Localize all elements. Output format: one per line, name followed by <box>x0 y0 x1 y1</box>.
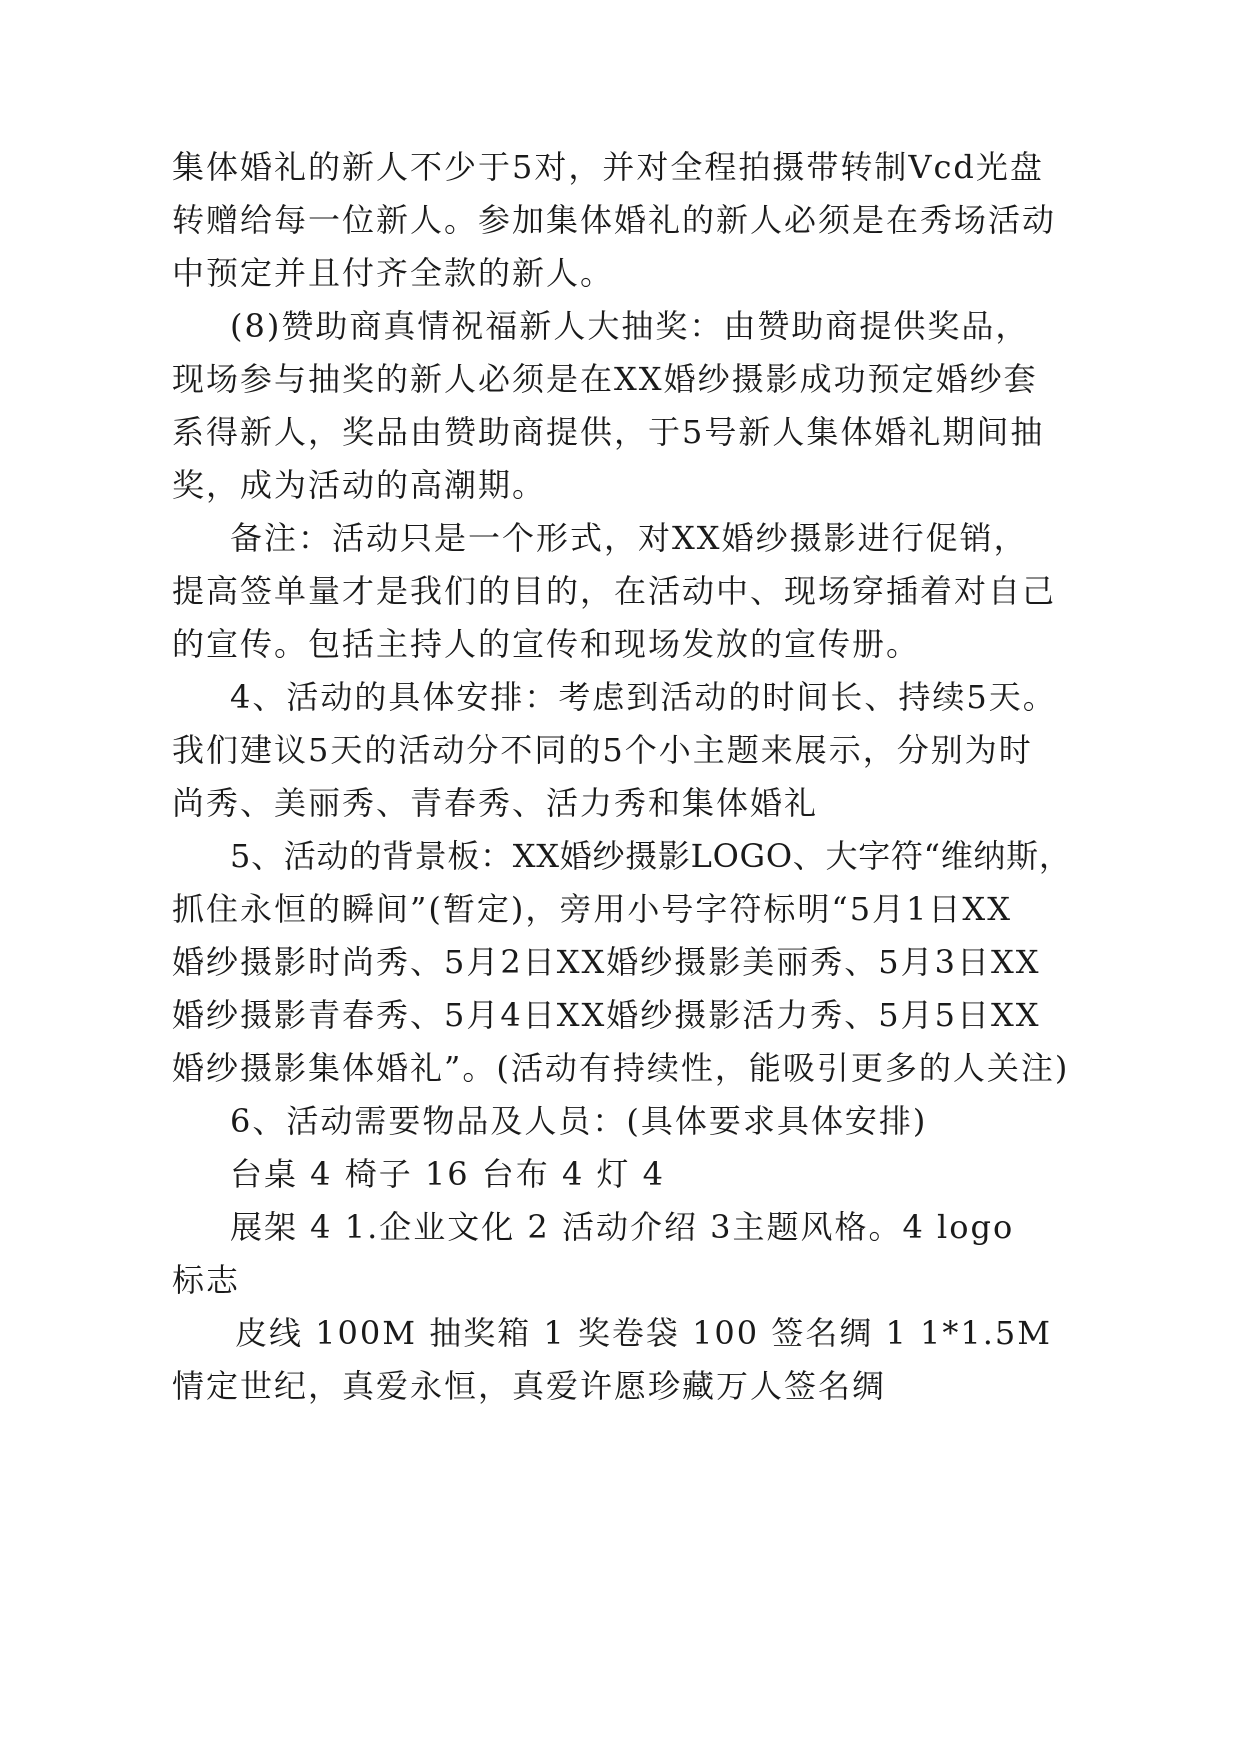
text-line: 5、活动的背景板：XX婚纱摄影LOGO、大字符“维纳斯， <box>230 837 1072 875</box>
text-line: 奖，成为活动的高潮期。 <box>172 466 547 504</box>
text-line: 的宣传。包括主持人的宣传和现场发放的宣传册。 <box>172 625 921 663</box>
text-line: 系得新人，奖品由赞助商提供，于5号新人集体婚礼期间抽 <box>172 413 1045 451</box>
text-line: 备注：活动只是一个形式，对XX婚纱摄影进行促销， <box>230 519 1028 557</box>
text-line: 集体婚礼的新人不少于5对，并对全程拍摄带转制Vcd光盘 <box>172 148 1044 186</box>
text-line: 情定世纪，真爱永恒，真爱许愿珍藏万人签名绸 <box>172 1367 887 1405</box>
text-line: 现场参与抽奖的新人必须是在XX婚纱摄影成功预定婚纱套 <box>172 360 1038 398</box>
text-line: 转赠给每一位新人。参加集体婚礼的新人必须是在秀场活动 <box>172 201 1057 239</box>
text-line: 皮线 100M 抽奖箱 1 奖卷袋 100 签名绸 1 1*1.5M <box>235 1314 1053 1352</box>
text-line: 婚纱摄影青春秀、5月4日XX婚纱摄影活力秀、5月5日XX <box>172 996 1041 1034</box>
text-line: 抓住永恒的瞬间”(暂定)，旁用小号字符标明“5月1日XX <box>172 890 1012 928</box>
text-line: 4、活动的具体安排：考虑到活动的时间长、持续5天。 <box>230 678 1057 716</box>
text-line: 我们建议5天的活动分不同的5个小主题来展示，分别为时 <box>172 731 1033 769</box>
text-line: 尚秀、美丽秀、青春秀、活力秀和集体婚礼 <box>172 784 819 822</box>
text-line: 6、活动需要物品及人员：(具体要求具体安排) <box>230 1102 928 1140</box>
text-line: 标志 <box>172 1261 241 1299</box>
text-line: 中预定并且付齐全款的新人。 <box>172 254 615 292</box>
text-line: 提高签单量才是我们的目的，在活动中、现场穿插着对自己 <box>172 572 1057 610</box>
text-line: (8)赞助商真情祝福新人大抽奖：由赞助商提供奖品， <box>230 307 1030 345</box>
text-line: 婚纱摄影集体婚礼”。(活动有持续性，能吸引更多的人关注) <box>172 1049 1070 1087</box>
text-line: 台桌 4 椅子 16 台布 4 灯 4 <box>230 1155 666 1193</box>
text-line: 婚纱摄影时尚秀、5月2日XX婚纱摄影美丽秀、5月3日XX <box>172 943 1041 981</box>
text-line: 展架 4 1.企业文化 2 活动介绍 3主题风格。4 logo <box>230 1208 1015 1246</box>
